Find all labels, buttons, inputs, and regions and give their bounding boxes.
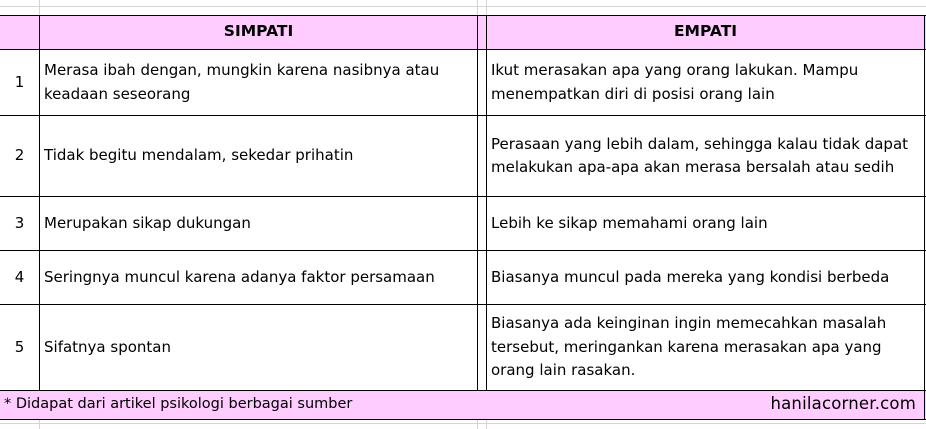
table-cell-empati: Ikut merasakan apa yang orang lakukan. Mampu menempatkan diri di posisi orang lain bbox=[491, 61, 859, 103]
header-empati: EMPATI bbox=[673, 22, 738, 41]
row-number: 2 bbox=[14, 146, 25, 165]
table-border bbox=[0, 196, 926, 197]
row-number: 1 bbox=[14, 72, 25, 91]
sheet-gridline bbox=[486, 0, 487, 15]
table-border bbox=[0, 115, 926, 116]
table-cell-empati: Biasanya muncul pada mereka yang kondisi berbeda bbox=[491, 267, 890, 286]
table-border bbox=[0, 419, 926, 420]
row-number: 4 bbox=[14, 267, 25, 286]
table-cell-simpati: Sifatnya spontan bbox=[44, 337, 171, 356]
table-border bbox=[0, 49, 926, 50]
table-cell-simpati: Merasa ibah dengan, mungkin karena nasibnya atau keadaan seseorang bbox=[44, 61, 440, 103]
sheet-gridline bbox=[477, 0, 478, 15]
table-cell-simpati: Seringnya muncul karena adanya faktor persamaan bbox=[44, 267, 435, 286]
table-border bbox=[0, 390, 926, 391]
table-border bbox=[39, 15, 40, 390]
table-border bbox=[477, 15, 478, 390]
table-border bbox=[0, 250, 926, 251]
table-border bbox=[0, 304, 926, 305]
row-number: 3 bbox=[14, 213, 25, 232]
sheet-gridline bbox=[486, 419, 487, 429]
source-footnote: * Didapat dari artikel psikologi berbagai sumber bbox=[4, 396, 353, 412]
table-border bbox=[0, 15, 926, 16]
table-cell-simpati: Merupakan sikap dukungan bbox=[44, 213, 251, 232]
table-cell-empati: Lebih ke sikap memahami orang lain bbox=[491, 213, 768, 232]
sheet-gridline bbox=[0, 423, 926, 424]
sheet-gridline bbox=[39, 419, 40, 429]
site-brand: hanilacorner.com bbox=[770, 394, 916, 413]
sheet-gridline bbox=[0, 6, 926, 7]
table-cell-simpati: Tidak begitu mendalam, sekedar prihatin bbox=[44, 146, 354, 165]
sheet-gridline bbox=[477, 419, 478, 429]
table-border bbox=[486, 15, 487, 390]
table-cell-empati: Perasaan yang lebih dalam, sehingga kalau tidak dapat melakukan apa-apa akan merasa bersalah atau sedih bbox=[491, 134, 909, 176]
sheet-gridline bbox=[39, 0, 40, 15]
table-cell-empati: Biasanya ada keinginan ingin memecahkan masalah tersebut, meringankan karena merasakan apa yang orang lain rasakan. bbox=[491, 314, 887, 380]
header-simpati: SIMPATI bbox=[223, 22, 294, 41]
table-border bbox=[924, 15, 925, 419]
row-number: 5 bbox=[14, 337, 25, 356]
